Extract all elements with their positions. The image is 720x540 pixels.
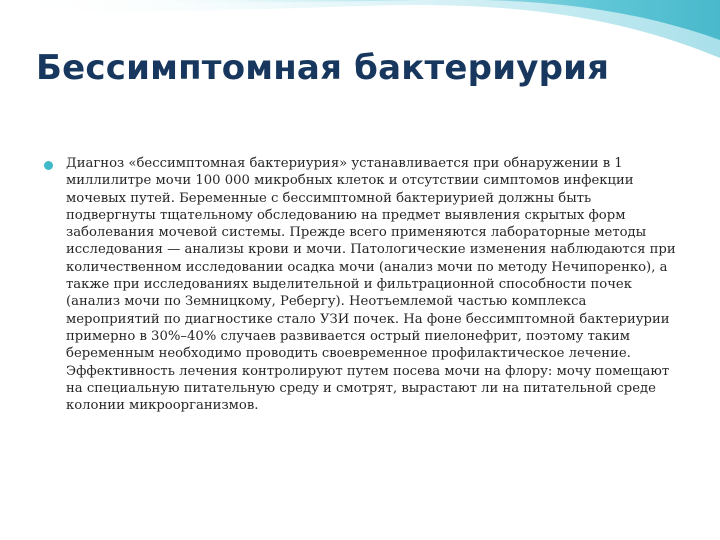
bullet-dot-icon [44, 161, 53, 170]
content-area [44, 155, 684, 414]
bullet-item [44, 155, 684, 414]
bullet-text: Диагноз «бессимптомная бактериурия» устанавливается при обнаружении в 1 миллилитре мочи 100 000 микробных клеток и отсутствии симптомов инфекции мочевых путей. Беременные с бессимптомной бактериурией должны быть подвергнуты тщательному обследованию на предмет выявления скрытых форм заболевания мочевой системы. Прежде всего применяются лабораторные методы исследования — анализы крови и мочи. Патологические изменения наблюдаются при количественном исследовании осадка мочи (анализ мочи по методу Нечипоренко), а также при исследованиях выделительной и фильтрационной способности почек (анализ мочи по Земницкому, Ребергу). Неотъемлемой частью комплекса мероприятий по диагностике стало УЗИ почек. На фоне бессимптомной бактериурии примерно в 30%–40% случаев развивается острый пиелонефрит, поэтому таким беременным необходимо проводить своевременное профилактическое лечение. Эффективность лечения контролируют путем посева мочи на флору: мочу помещают на специальную питательную среду и смотрят, вырастают ли на питательной среде колонии микроорганизмов. [66, 156, 676, 414]
slide-title: Бессимптомная бактериурия [36, 48, 610, 88]
